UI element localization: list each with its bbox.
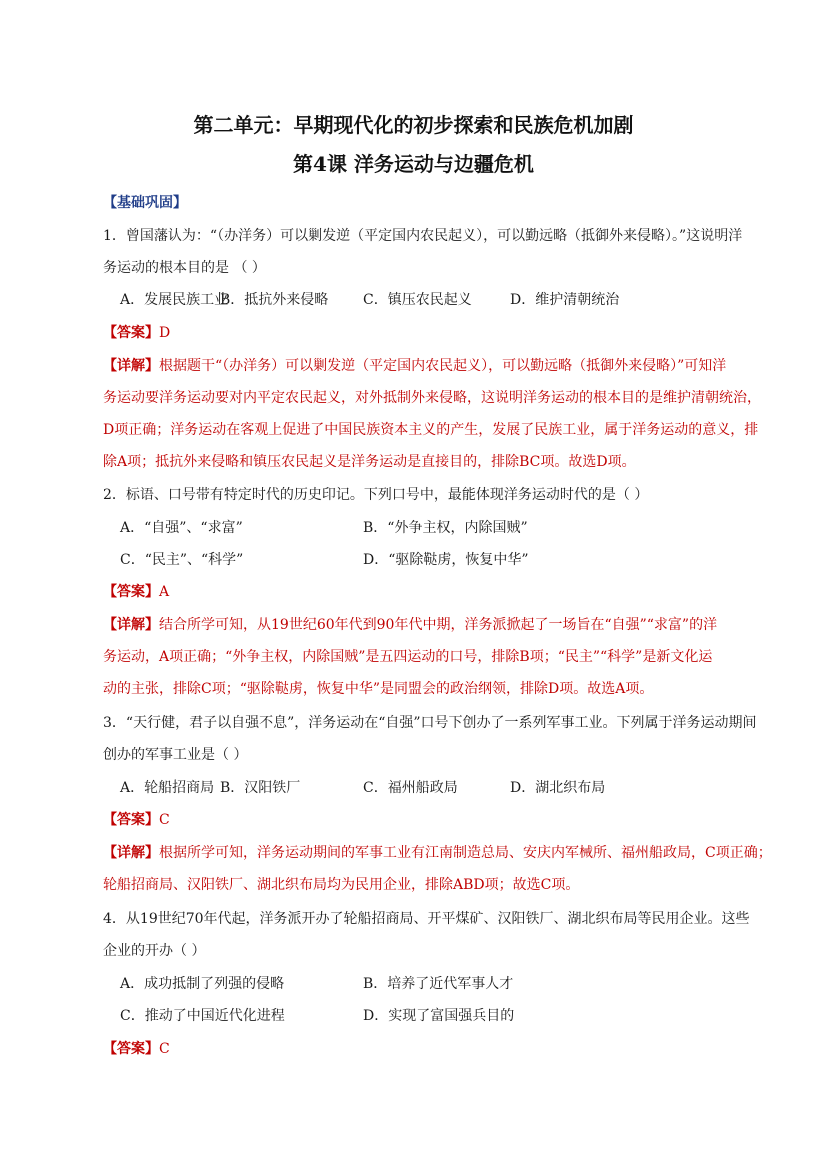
q2-stem-line-1: 2．标语、口号带有特定时代的历史印记。下列口号中，最能体现洋务运动时代的是（ ） bbox=[103, 487, 649, 503]
q4-option-b: B．培养了近代军事人才 bbox=[363, 976, 514, 992]
detail-tag: 【详解】 bbox=[103, 358, 159, 374]
q2-option-b: B．“外争主权，内除国贼” bbox=[363, 520, 528, 536]
q3-stem-line-1: 3．“天行健，君子以自强不息”，洋务运动在“自强”口号下创办了一系列军事工业。下列属于洋务运动期间 bbox=[103, 715, 757, 731]
q1-option-c: C．镇压农民起义 bbox=[363, 292, 472, 308]
q1-detail-line-4: 除A项；抵抗外来侵略和镇压农民起义是洋务运动是直接目的，排除BC项。故选D项。 bbox=[103, 454, 636, 470]
q4-stem-line-2: 企业的开办（ ） bbox=[103, 943, 206, 959]
q1-answer bbox=[103, 323, 743, 343]
q2-option-d: D．“驱除鞑虏，恢复中华” bbox=[363, 552, 529, 568]
q1-detail-text: 根据题干“（办洋务）可以剿发逆（平定国内农民起义），可以勤远略（抵御外来侵略）”可知洋 bbox=[159, 358, 727, 374]
q3-option-b: B．汉阳铁厂 bbox=[220, 780, 301, 796]
section-heading: 【基础巩固】 bbox=[103, 195, 187, 211]
q2-answer bbox=[103, 582, 743, 602]
lesson-title: 第4课 洋务运动与边疆危机 bbox=[293, 152, 534, 176]
q4-answer-value: C bbox=[159, 1041, 170, 1057]
q3-option-a: A．轮船招商局 bbox=[120, 780, 215, 796]
q4-option-c: C．推动了中国近代化进程 bbox=[120, 1008, 285, 1024]
q4-option-a: A．成功抵制了列强的侵略 bbox=[120, 976, 285, 992]
q2-detail-text: 结合所学可知，从19世纪60年代到90年代中期，洋务派掀起了一场旨在“自强”“求富”的洋 bbox=[159, 617, 718, 633]
answer-tag: 【答案】 bbox=[103, 1041, 159, 1057]
q2-detail-line-3: 动的主张，排除C项；“驱除鞑虏，恢复中华”是同盟会的政治纲领，排除D项。故选A项。 bbox=[103, 681, 654, 697]
q2-answer-value: A bbox=[159, 584, 170, 600]
q1-stem-line-2: 务运动的根本目的是 （ ） bbox=[103, 260, 266, 276]
answer-tag: 【答案】 bbox=[103, 812, 159, 828]
q3-answer-value: C bbox=[159, 812, 170, 828]
q2-detail-line-1 bbox=[103, 615, 743, 635]
q1-stem-line-1: 1．曾国藩认为：“（办洋务）可以剿发逆（平定国内农民起义），可以勤远略（抵御外来侵略）。”这说明洋 bbox=[103, 228, 743, 244]
q2-detail-line-2: 务运动，A项正确；“外争主权，内除国贼”是五四运动的口号，排除B项；“民主”“科学”是新文化运 bbox=[103, 649, 713, 665]
unit-title: 第二单元：早期现代化的初步探索和民族危机加剧 bbox=[193, 113, 634, 137]
q1-option-b: B．抵抗外来侵略 bbox=[220, 292, 329, 308]
q1-detail-line-1 bbox=[103, 356, 743, 376]
q4-stem-line-1: 4．从19世纪70年代起，洋务派开办了轮船招商局、开平煤矿、汉阳铁厂、湖北织布局等民用企业。这些 bbox=[103, 911, 750, 927]
answer-tag: 【答案】 bbox=[103, 584, 159, 600]
detail-tag: 【详解】 bbox=[103, 845, 159, 861]
q3-option-d: D．湖北织布局 bbox=[510, 780, 606, 796]
q4-option-d: D．实现了富国强兵目的 bbox=[363, 1008, 515, 1024]
q3-answer bbox=[103, 810, 743, 830]
q1-option-a: A．发展民族工业 bbox=[120, 292, 229, 308]
q1-option-d: D．维护清朝统治 bbox=[510, 292, 620, 308]
detail-tag: 【详解】 bbox=[103, 617, 159, 633]
q1-detail-line-3: D项正确；洋务运动在客观上促进了中国民族资本主义的产生，发展了民族工业，属于洋务运动的意义，排 bbox=[103, 422, 759, 438]
q4-answer bbox=[103, 1039, 743, 1059]
q2-option-c: C．“民主”、“科学” bbox=[120, 552, 244, 568]
q3-detail-text: 根据所学可知，洋务运动期间的军事工业有江南制造总局、安庆内军械所、福州船政局，C项正确； bbox=[159, 845, 772, 861]
q3-detail-line-1 bbox=[103, 843, 772, 863]
answer-tag: 【答案】 bbox=[103, 325, 159, 341]
q3-stem-line-2: 创办的军事工业是（ ） bbox=[103, 747, 248, 763]
q3-option-c: C．福州船政局 bbox=[363, 780, 458, 796]
q1-answer-value: D bbox=[159, 325, 171, 341]
q2-option-a: A．“自强”、“求富” bbox=[120, 520, 243, 536]
q3-detail-line-2: 轮船招商局、汉阳铁厂、湖北织布局均为民用企业，排除ABD项；故选C项。 bbox=[103, 877, 580, 893]
q1-detail-line-2: 务运动要洋务运动要对内平定农民起义，对外抵制外来侵略，这说明洋务运动的根本目的是维护清朝统治， bbox=[103, 390, 761, 406]
